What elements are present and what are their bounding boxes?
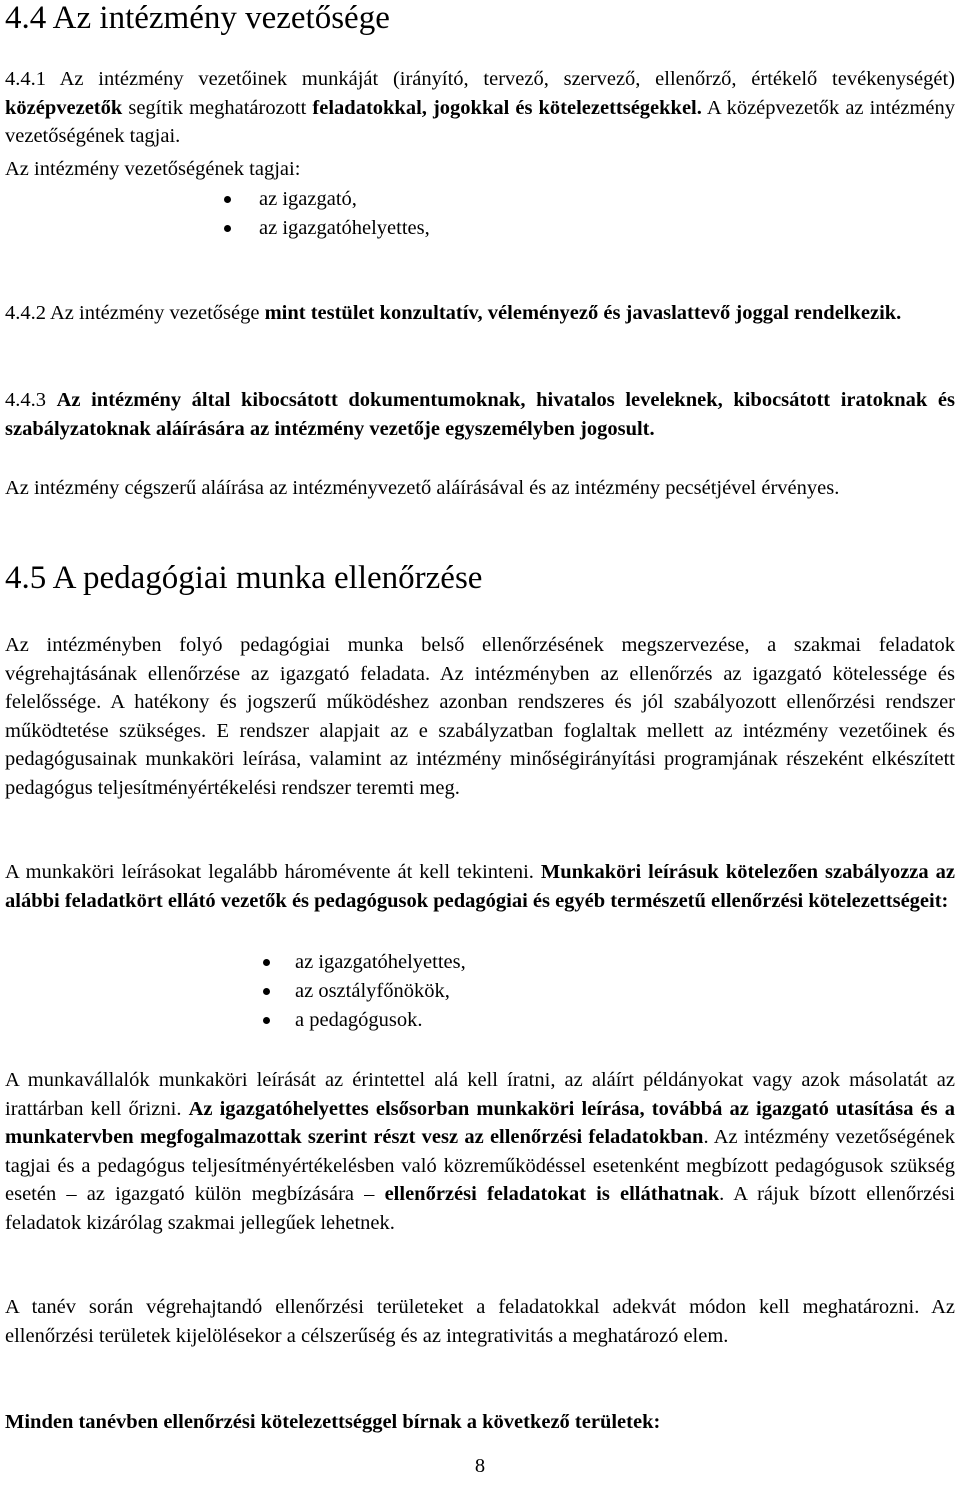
bold-run: feladatokkal, jogokkal és kötelezettségekkel.: [312, 96, 702, 119]
text-run: 4.4.2 Az intézmény vezetősége: [5, 302, 265, 324]
paragraph-4-4-3: [5, 386, 955, 443]
text-run: A munkaköri leírásokat legalább háromévente át kell tekinteni.: [5, 861, 541, 883]
list-item: [5, 948, 955, 977]
paragraph-job-descriptions: [5, 858, 955, 915]
list-item-text: az igazgatóhelyettes,: [259, 217, 430, 239]
text-run: segítik meghatározott: [122, 96, 313, 119]
list-item: [5, 185, 955, 214]
text-run: 4.4.3: [5, 389, 57, 411]
paragraph-4-4-2: [5, 299, 955, 328]
bold-run: mint testület konzultatív, véleményező és javaslattevő joggal rendelkezik.: [264, 302, 902, 324]
bold-run: Az intézmény által kibocsátott dokumentumoknak, hivatalos leveleknek, kibocsátott iratoknak és szabályzatoknak aláírására az intézmény vezetője egyszemélyben jogosult.: [5, 389, 955, 440]
bold-run: ellenőrzési feladatokat is elláthatnak: [384, 1183, 720, 1206]
paragraph-signature: Az intézmény cégszerű aláírása az intézményvezető aláírásával és az intézmény pecsétjével érvényes.: [5, 477, 840, 499]
list-item-text: a pedagógusok.: [295, 1009, 423, 1031]
paragraph-inspection-areas: A tanév során végrehajtandó ellenőrzési területeket a feladatokkal adekvát módon kell meghatározni. Az ellenőrzési területek kijelölésekor a célszerűség és az integrativitás a meghatározó elem.: [5, 1296, 955, 1347]
section-heading-4-5: 4.5 A pedagógiai munka ellenőrzése: [5, 560, 483, 596]
text-run: A középvezetők az intézmény vezetőségének tagjai.: [5, 96, 955, 148]
bold-run: Az igazgatóhelyettes elsősorban munkaköri leírása, továbbá az igazgató utasítása és a munkatervben megfogalmazottak szerint részt vesz az ellenőrzési feladatokban: [5, 1097, 956, 1149]
list-item-text: az igazgatóhelyettes,: [295, 951, 466, 973]
members-list: [5, 185, 955, 243]
bold-run: Munkaköri leírásuk kötelezően szabályozza az alábbi feladatkört ellátó vezetők és pedagógusok pedagógiai és egyéb természetű ellenőrzési kötelezettségeit:: [5, 861, 955, 912]
list-item: [5, 214, 955, 243]
list-item-text: az osztályfőnökök,: [295, 980, 450, 1002]
paragraph-4-4-1: [5, 65, 955, 151]
bullet-icon: [263, 959, 270, 966]
bullet-icon: [263, 1017, 270, 1024]
text-run: A munkavállalók munkaköri leírását az érintettel alá kell íratni, az aláírt példányokat vagy azok másolatát az irattárban kell őrizni.: [5, 1069, 955, 1120]
roles-list: [5, 948, 955, 1035]
bullet-icon: [224, 225, 231, 232]
section-heading-4-4: 4.4 Az intézmény vezetősége: [5, 0, 390, 36]
page-number: 8: [474, 1455, 486, 1477]
list-item: [5, 977, 955, 1006]
paragraph-deputy-duties: [5, 1066, 955, 1238]
text-run: . Az intézmény vezetőségének tagjai és a pedagógus teljesítményértékelésben való közreműködéssel esetenként megbízott pedagógusok szükség esetén – az igazgató külön megbízására –: [5, 1126, 955, 1206]
bullet-icon: [224, 196, 231, 203]
paragraph-inspection-intro: Az intézményben folyó pedagógiai munka belső ellenőrzésének megszervezése, a szakmai feladatok végrehajtásának ellenőrzése az igazgató feladata. Az intézményben az ellenőrzés az igazgató kötelessége és felelőssége. A hatékony és jogszerű működéshez azonban rendszeres és jól szabályozott ellenőrzési rendszer működtetése szükséges. E rendszer alapjait az e szabályzatban foglaltak mellett az intézmény vezetőinek és pedagógusainak munkaköri leírása, valamint az intézmény minőségirányítási programjának részeként elkészített pedagógus teljesítményértékelési rendszer teremti meg.: [5, 634, 955, 799]
text-run: . A rájuk bízott ellenőrzési feladatok kizárólag szakmai jellegűek lehetnek.: [5, 1183, 955, 1234]
list-item: [5, 1006, 955, 1035]
members-title: Az intézmény vezetőségének tagjai:: [5, 158, 301, 180]
bullet-icon: [263, 988, 270, 995]
bold-run: Minden tanévben ellenőrzési kötelezettséggel bírnak a következő területek:: [5, 1411, 661, 1433]
list-item-text: az igazgató,: [259, 188, 357, 210]
text-run: 4.4.1 Az intézmény vezetőinek munkáját (irányító, tervező, szervező, ellenőrző, értékelő tevékenységét): [5, 68, 955, 90]
bold-run: középvezetők: [5, 96, 123, 119]
paragraph-areas-title: [5, 1408, 955, 1437]
